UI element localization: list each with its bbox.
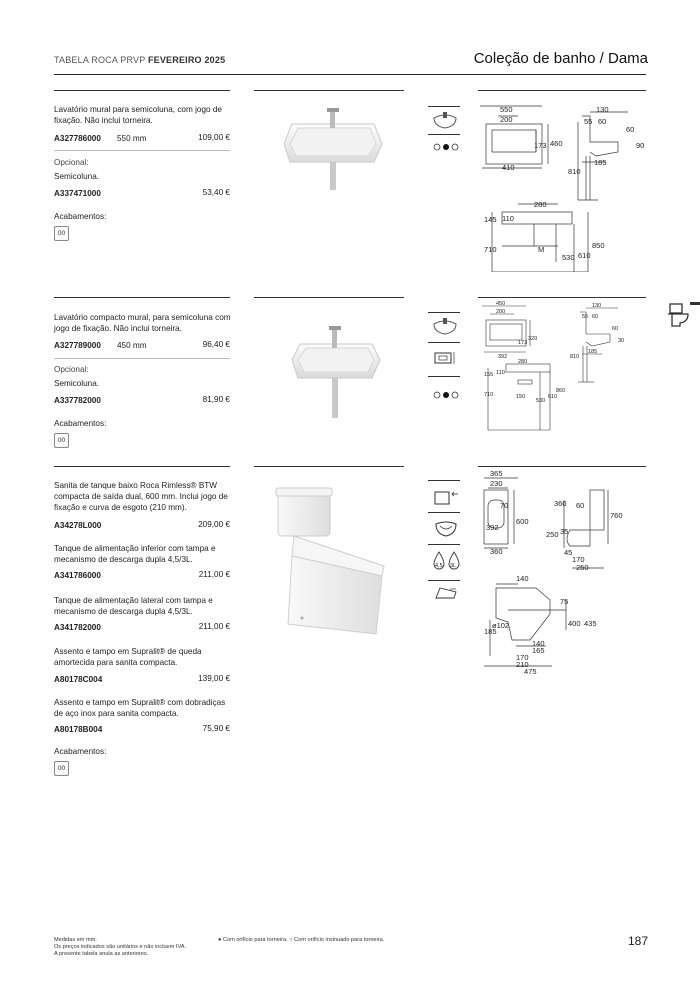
dim-s2-320: 320 bbox=[528, 336, 538, 342]
toilet-item4-price: 139,00 € bbox=[198, 674, 230, 683]
dim-s1-410: 410 bbox=[502, 163, 515, 172]
dim-s1-850: 850 bbox=[592, 241, 605, 250]
toilet-item3-price: 211,00 € bbox=[198, 622, 230, 631]
dim-s1-55: 55 bbox=[584, 117, 593, 126]
dim-t-600: 600 bbox=[516, 517, 529, 526]
dim-s1-90: 90 bbox=[636, 141, 645, 150]
dim-t-75: 75 bbox=[560, 597, 569, 606]
toilet-item1-code: A34278L000 bbox=[54, 521, 102, 530]
footer-notes bbox=[54, 937, 186, 958]
washbasin-image bbox=[278, 104, 388, 192]
section2-rule-text bbox=[54, 297, 230, 298]
compact-washbasin-top-icon bbox=[430, 316, 460, 336]
toilet-finish-swatch[interactable]: 00 bbox=[54, 761, 69, 776]
dim-t-185: 185 bbox=[484, 627, 497, 636]
dim-t-435: 435 bbox=[584, 619, 597, 628]
dim-s2-55: 55 bbox=[582, 314, 589, 320]
dim-s1-200: 200 bbox=[500, 115, 513, 124]
section3-icon-divider-2 bbox=[428, 544, 460, 545]
section3-icon-divider-1 bbox=[428, 512, 460, 513]
dim-s2-280: 280 bbox=[518, 359, 528, 365]
legend-empty-text: Com orifício insinuado para torneira. bbox=[294, 937, 385, 943]
dual-flush-volume-large: 4,5 bbox=[435, 563, 443, 569]
section1-divider bbox=[54, 150, 230, 151]
dim-t-140b: 140 bbox=[532, 639, 545, 648]
dim-s2-60a: 60 bbox=[592, 314, 599, 320]
section2-main-price: 96,40 € bbox=[202, 340, 230, 349]
section3-rule-image bbox=[254, 466, 404, 467]
toilet-technical-drawing bbox=[478, 470, 648, 680]
footer-note-3: A presente tabela anula as anteriores. bbox=[54, 951, 149, 957]
compact-washbasin-technical-drawing bbox=[478, 300, 648, 440]
dim-s2-710: 710 bbox=[484, 392, 494, 398]
section1-rule-drawing bbox=[478, 90, 646, 91]
dim-s1-460: 460 bbox=[550, 139, 563, 148]
section2-optional-code: A337782000 bbox=[54, 396, 101, 405]
dim-s2-173: 173 bbox=[518, 340, 528, 346]
section2-main-code: A327789000 bbox=[54, 341, 101, 350]
soft-close-seat-icon bbox=[432, 586, 460, 602]
dim-t-140: 140 bbox=[516, 574, 529, 583]
dim-s1-185: 185 bbox=[594, 158, 607, 167]
toilet-item3-code: A341782000 bbox=[54, 623, 101, 632]
dim-s2-610: 610 bbox=[548, 394, 558, 400]
section1-finishes-label: Acabamentos: bbox=[54, 212, 107, 221]
dual-flush-volume-small: 3L bbox=[450, 563, 457, 569]
dim-s2-130: 130 bbox=[592, 303, 602, 309]
compact-washbasin-image bbox=[288, 322, 386, 422]
dim-t-360: 360 bbox=[490, 547, 503, 556]
toilet-item4-code: A80178C004 bbox=[54, 675, 103, 684]
dim-s1-550: 550 bbox=[500, 105, 513, 114]
section1-finish-swatch[interactable]: 00 bbox=[54, 226, 69, 241]
toilet-item5-price: 75,90 € bbox=[202, 724, 230, 733]
section1-optional-label: Opcional: bbox=[54, 158, 89, 167]
dim-t-360b: 360 bbox=[554, 499, 567, 508]
section2-rule-drawing bbox=[478, 297, 646, 298]
dim-t-475: 475 bbox=[524, 667, 537, 676]
dim-s2-185: 185 bbox=[588, 349, 598, 355]
dim-s1-130: 130 bbox=[596, 105, 609, 114]
section2-optional-label: Opcional: bbox=[54, 365, 89, 374]
section2-finish-swatch[interactable]: 00 bbox=[54, 433, 69, 448]
toilet-item2-description: Tanque de alimentação inferior com tampa e mecanismo de descarga dupla 4,5/3L. bbox=[54, 544, 216, 564]
section2-icon-divider-2 bbox=[428, 376, 460, 377]
dim-s1-60b: 60 bbox=[626, 125, 635, 134]
dim-s2-150: 150 bbox=[516, 394, 526, 400]
header-catalog-name: TABELA ROCA PRVP bbox=[54, 55, 146, 65]
section3-rule-text bbox=[54, 466, 230, 467]
dim-t-230: 230 bbox=[490, 479, 503, 488]
toilet-item2-code: A341786000 bbox=[54, 571, 101, 580]
section3-rule-drawing bbox=[478, 466, 646, 467]
dim-t-45: 45 bbox=[564, 548, 573, 557]
section2-finishes-label: Acabamentos: bbox=[54, 419, 107, 428]
dim-t-365: 365 bbox=[490, 470, 503, 478]
section1-main-description: Lavatório mural para semicoluna, com jogo de fixação. Não inclui torneira. bbox=[54, 105, 222, 125]
toilet-item5-description: Assento e tampo em Supralit® com dobradiças de aço inox para sanita compacta. bbox=[54, 698, 226, 718]
section1-icon-divider bbox=[428, 134, 460, 135]
dim-s1-530: 530 bbox=[562, 253, 575, 262]
dim-s1-m: M bbox=[538, 245, 545, 254]
page-number: 187 bbox=[627, 934, 648, 948]
section2-main-description: Lavatório compacto mural, para semicoluna com jogo de fixação. Não inclui torneira. bbox=[54, 313, 231, 333]
dim-t-392: 392 bbox=[486, 523, 499, 532]
toilet-item4-description: Assento e tampo em Supralit® de queda amortecida para sanita compacta. bbox=[54, 647, 202, 667]
toilet-item1-price: 209,00 € bbox=[198, 520, 230, 529]
dim-s2-155: 155 bbox=[484, 372, 494, 378]
dim-t-400: 400 bbox=[568, 619, 581, 628]
wall-outlet-icon bbox=[432, 488, 460, 508]
section2-optional-description: Semicoluna. bbox=[54, 379, 100, 388]
wall-mount-icon bbox=[432, 350, 460, 368]
dim-t-210: 210 bbox=[516, 660, 529, 669]
dim-s2-860: 860 bbox=[556, 388, 566, 394]
section1-rule-text bbox=[54, 90, 230, 91]
dim-t-170b: 170 bbox=[516, 653, 529, 662]
section1-main-size: 550 mm bbox=[117, 134, 147, 143]
header-catalog-date: FEVEREIRO 2025 bbox=[147, 55, 226, 65]
section1-optional-price: 53,40 € bbox=[202, 188, 230, 197]
dim-t-170: 170 bbox=[572, 555, 585, 564]
filled-dot-icon: ● bbox=[218, 937, 222, 943]
toilet-finishes-label: Acabamentos: bbox=[54, 747, 107, 756]
section1-optional-code: A337471000 bbox=[54, 189, 101, 198]
dim-t-760: 760 bbox=[610, 511, 623, 520]
toilet-item1-description: Sanita de tanque baixo Roca Rimless® BTW compacta de saída dual, 600 mm. Inclui jogo de fixação e curva de esgoto (210 mm). bbox=[54, 481, 228, 512]
section1-main-code: A327786000 bbox=[54, 134, 101, 143]
toilet-item3-description: Tanque de alimentação lateral com tampa e mecanismo de descarga dupla 4,5/3L. bbox=[54, 596, 213, 616]
tap-hole-options-icon bbox=[432, 142, 460, 152]
page-title: Coleção de banho / Dama bbox=[473, 50, 648, 67]
toilet-category-icon bbox=[664, 296, 700, 332]
dim-t-250b: 250 bbox=[576, 563, 589, 572]
section2-icon-divider-1 bbox=[428, 342, 460, 343]
dual-flush-icon bbox=[430, 548, 464, 576]
header-rule bbox=[54, 74, 646, 75]
dim-s1-145: 145 bbox=[484, 215, 497, 224]
section2-main-size: 450 mm bbox=[117, 341, 147, 350]
dim-s2-810: 810 bbox=[570, 354, 580, 360]
dim-s2-450: 450 bbox=[496, 301, 506, 307]
toilet-image bbox=[272, 484, 390, 644]
section3-icon-divider-3 bbox=[428, 580, 460, 581]
washbasin-technical-drawing bbox=[478, 102, 648, 272]
toilet-item5-code: A80178B004 bbox=[54, 725, 103, 734]
dim-s2-392: 392 bbox=[498, 354, 508, 360]
footer-legend bbox=[218, 937, 384, 944]
dim-t-60: 60 bbox=[576, 501, 585, 510]
dim-t-35: 35 bbox=[560, 527, 569, 536]
rimless-icon bbox=[432, 518, 460, 540]
section2-rule-image bbox=[254, 297, 404, 298]
dim-s2-60b: 60 bbox=[612, 326, 619, 332]
dim-s2-110: 110 bbox=[496, 370, 505, 376]
footer-note-1: Medidas em mm. bbox=[54, 937, 97, 943]
tap-hole-options-icon-2 bbox=[432, 390, 460, 400]
section1-optional-description: Semicoluna. bbox=[54, 172, 100, 181]
legend-filled-text: Com orifício para torneira. bbox=[222, 937, 288, 943]
dim-s1-610: 610 bbox=[578, 251, 591, 260]
dim-s1-60a: 60 bbox=[598, 117, 607, 126]
section1-main-price: 109,00 € bbox=[198, 133, 230, 142]
washbasin-top-icon bbox=[430, 110, 460, 130]
dim-t-250: 250 bbox=[546, 530, 559, 539]
toilet-item2-price: 211,00 € bbox=[198, 570, 230, 579]
header-catalog-label bbox=[54, 55, 225, 65]
dim-s1-710: 710 bbox=[484, 245, 497, 254]
dim-s2-530: 530 bbox=[536, 398, 546, 404]
dim-s2-200: 200 bbox=[496, 309, 506, 315]
empty-dot-icon: ○ bbox=[289, 937, 293, 943]
dim-t-o102: ø102 bbox=[492, 621, 510, 630]
dim-s1-810: 810 bbox=[568, 167, 581, 176]
section2-divider bbox=[54, 358, 230, 359]
dim-s1-110: 110 bbox=[502, 214, 514, 223]
dim-t-165: 165 bbox=[532, 646, 545, 655]
section1-rule-image bbox=[254, 90, 404, 91]
dim-s1-280: 280 bbox=[534, 200, 547, 209]
dim-s2-30: 30 bbox=[618, 338, 625, 344]
footer-note-2: Os preços indicados são unitários e não incluem IVA. bbox=[54, 944, 187, 950]
dim-s1-173: 173 bbox=[534, 141, 547, 150]
section2-optional-price: 81,90 € bbox=[202, 395, 230, 404]
dim-t-70: 70 bbox=[500, 501, 509, 510]
